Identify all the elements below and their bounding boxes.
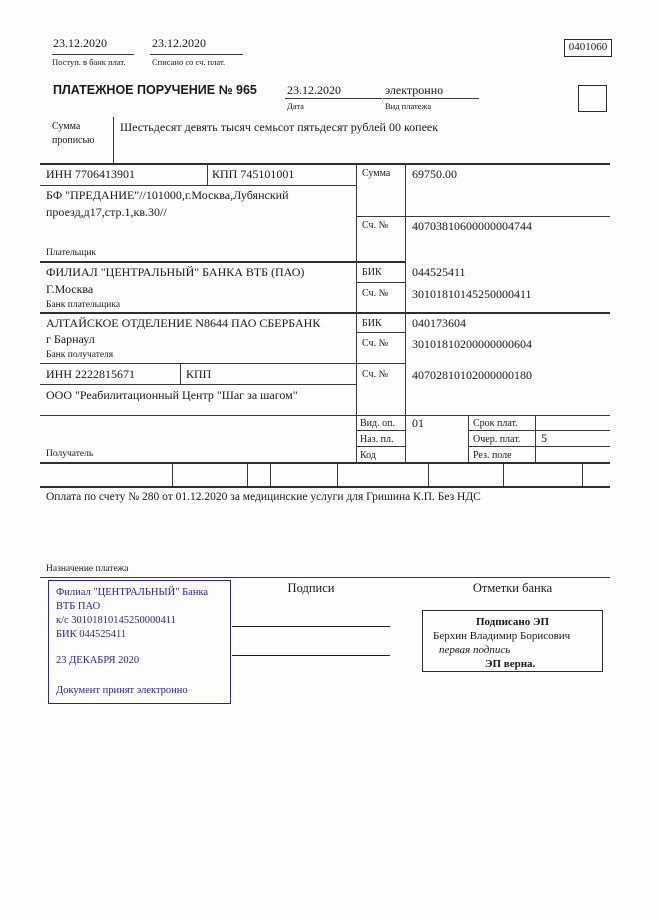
form-code-box: 0401060 <box>564 39 612 57</box>
payment-kind-underline <box>383 98 479 99</box>
payer-inn: ИНН 7706413901 <box>46 167 135 181</box>
strip-divider <box>337 464 338 486</box>
document-title: ПЛАТЕЖНОЕ ПОРУЧЕНИЕ № 965 <box>53 83 257 97</box>
due-date-label: Срок плат. <box>473 418 518 429</box>
stamp-org-line1: Филиал "ЦЕНТРАЛЬНЫЙ" Банка <box>56 587 209 598</box>
esign-box <box>422 610 603 672</box>
payee-bank-account-value: 30101810200000000604 <box>412 337 532 351</box>
payee-account-value: 40702810102000000180 <box>412 368 532 382</box>
strip-divider <box>270 464 271 486</box>
payee-bank-account-label: Сч. № <box>362 338 389 349</box>
debited-date: 23.12.2020 <box>152 36 206 50</box>
payee-bank-section-label: Банк получателя <box>46 350 114 360</box>
payer-bank-city: Г.Москва <box>46 282 94 296</box>
table-line <box>40 384 356 385</box>
received-date-underline <box>52 54 134 55</box>
table-line <box>356 282 405 283</box>
esign-verified: ЭП верна. <box>485 658 536 671</box>
strip-divider <box>503 464 504 486</box>
table-line <box>40 577 610 578</box>
table-line <box>356 446 405 447</box>
strip-divider <box>428 464 429 486</box>
strip-divider <box>172 464 173 486</box>
payer-account-value: 40703810600000004744 <box>412 219 532 233</box>
table-line <box>40 462 610 464</box>
received-in-bank-date: 23.12.2020 <box>53 36 107 50</box>
table-line <box>468 415 469 463</box>
payee-bank-name: АЛТАЙСКОЕ ОТДЕЛЕНИЕ N8644 ПАО СБЕРБАНК <box>46 316 321 330</box>
payer-section-label: Плательщик <box>46 248 97 258</box>
debited-label: Списано со сч. плат. <box>152 57 226 67</box>
payee-kpp: КПП <box>186 367 212 381</box>
purpose-section-label: Назначение платежа <box>46 564 129 574</box>
date-label: Дата <box>287 101 304 111</box>
payer-name-line1: БФ "ПРЕДАНИЕ"//101000,г.Москва,Лубянский <box>46 188 289 202</box>
table-line <box>535 415 536 463</box>
table-line <box>40 415 610 416</box>
table-line <box>207 164 208 186</box>
amount-label: Сумма <box>362 168 391 179</box>
table-line <box>180 364 181 385</box>
payer-bank-bik-value: 044525411 <box>412 265 466 279</box>
code-label: Код <box>360 450 376 461</box>
table-line <box>356 332 405 333</box>
document-date: 23.12.2020 <box>287 83 341 97</box>
table-line <box>40 185 356 186</box>
payer-name-line2: проезд,д17,стр.1,кв.30// <box>46 205 167 219</box>
table-line <box>468 446 610 447</box>
payment-kind-label: Вид платежа <box>385 101 432 111</box>
bank-marks-title: Отметки банка <box>472 581 553 595</box>
purpose-text: Оплата по счету № 280 от 01.12.2020 за медицинские услуги для Гришина К.П. Без НДС <box>46 491 481 503</box>
op-type-label: Вид. оп. <box>360 418 395 429</box>
amount-words-label: Сумма прописью <box>52 121 95 146</box>
reserve-field-label: Рез. поле <box>473 450 512 461</box>
signature-line-2 <box>232 655 390 656</box>
payer-bank-section-label: Банк плательщика <box>46 300 121 310</box>
strip-divider <box>582 464 583 486</box>
status-checkbox <box>578 85 607 112</box>
payee-account-label: Сч. № <box>362 369 389 380</box>
stamp-org-line2: ВТБ ПАО <box>56 600 101 612</box>
esign-sign-type: первая подпись <box>439 644 511 657</box>
priority-label: Очер. плат. <box>473 434 521 445</box>
bank-stamp <box>48 580 231 704</box>
payee-bank-city: г Барнаул <box>46 332 95 346</box>
date-underline <box>285 98 382 99</box>
stamp-bik: БИК 044525411 <box>56 628 127 640</box>
esign-name: Берхин Владимир Борисович <box>433 630 571 643</box>
amount-words-value: Шестьдесят девять тысяч семьсот пятьдесят рублей 00 копеек <box>120 120 439 134</box>
amount-value: 69750.00 <box>412 167 457 181</box>
payer-kpp: КПП 745101001 <box>212 167 295 181</box>
received-in-bank-label: Поступ. в банк плат. <box>52 57 126 67</box>
table-line <box>40 163 610 165</box>
payer-bank-account-label: Сч. № <box>362 288 389 299</box>
payment-kind-value: электронно <box>385 83 444 97</box>
table-line <box>468 430 610 431</box>
payee-name: ООО "Реабилитационный Центр "Шаг за шагом" <box>46 388 298 402</box>
signature-line-1 <box>232 626 390 627</box>
amount-words-divider <box>113 117 114 164</box>
stamp-footer: Документ принят электронно <box>56 685 188 697</box>
payer-bank-name: ФИЛИАЛ "ЦЕНТРАЛЬНЫЙ" БАНКА ВТБ (ПАО) <box>46 265 305 279</box>
table-line <box>356 216 610 217</box>
signatures-title: Подписи <box>287 581 335 595</box>
table-line <box>405 163 406 464</box>
payee-bank-bik-label: БИК <box>362 318 382 329</box>
payee-bank-bik-value: 040173604 <box>412 316 466 330</box>
table-line <box>40 363 405 364</box>
debited-date-underline <box>150 54 243 55</box>
table-line <box>40 486 610 488</box>
payer-bank-bik-label: БИК <box>362 267 382 278</box>
strip-divider <box>247 464 248 486</box>
table-line <box>40 261 405 263</box>
table-line <box>356 430 405 431</box>
op-type-value: 01 <box>412 416 424 430</box>
esign-title: Подписано ЭП <box>475 616 550 628</box>
table-line <box>40 312 610 314</box>
table-line <box>356 163 357 464</box>
payee-section-label: Получатель <box>46 449 94 459</box>
stamp-corr-account: к/с 30101810145250000411 <box>56 614 176 626</box>
payee-inn: ИНН 2222815671 <box>46 367 135 381</box>
priority-value: 5 <box>541 431 547 445</box>
purpose-code-label: Наз. пл. <box>360 434 394 445</box>
payer-account-label: Сч. № <box>362 220 389 231</box>
payer-bank-account-value: 30101810145250000411 <box>412 287 532 301</box>
stamp-date: 23 ДЕКАБРЯ 2020 <box>56 655 140 667</box>
